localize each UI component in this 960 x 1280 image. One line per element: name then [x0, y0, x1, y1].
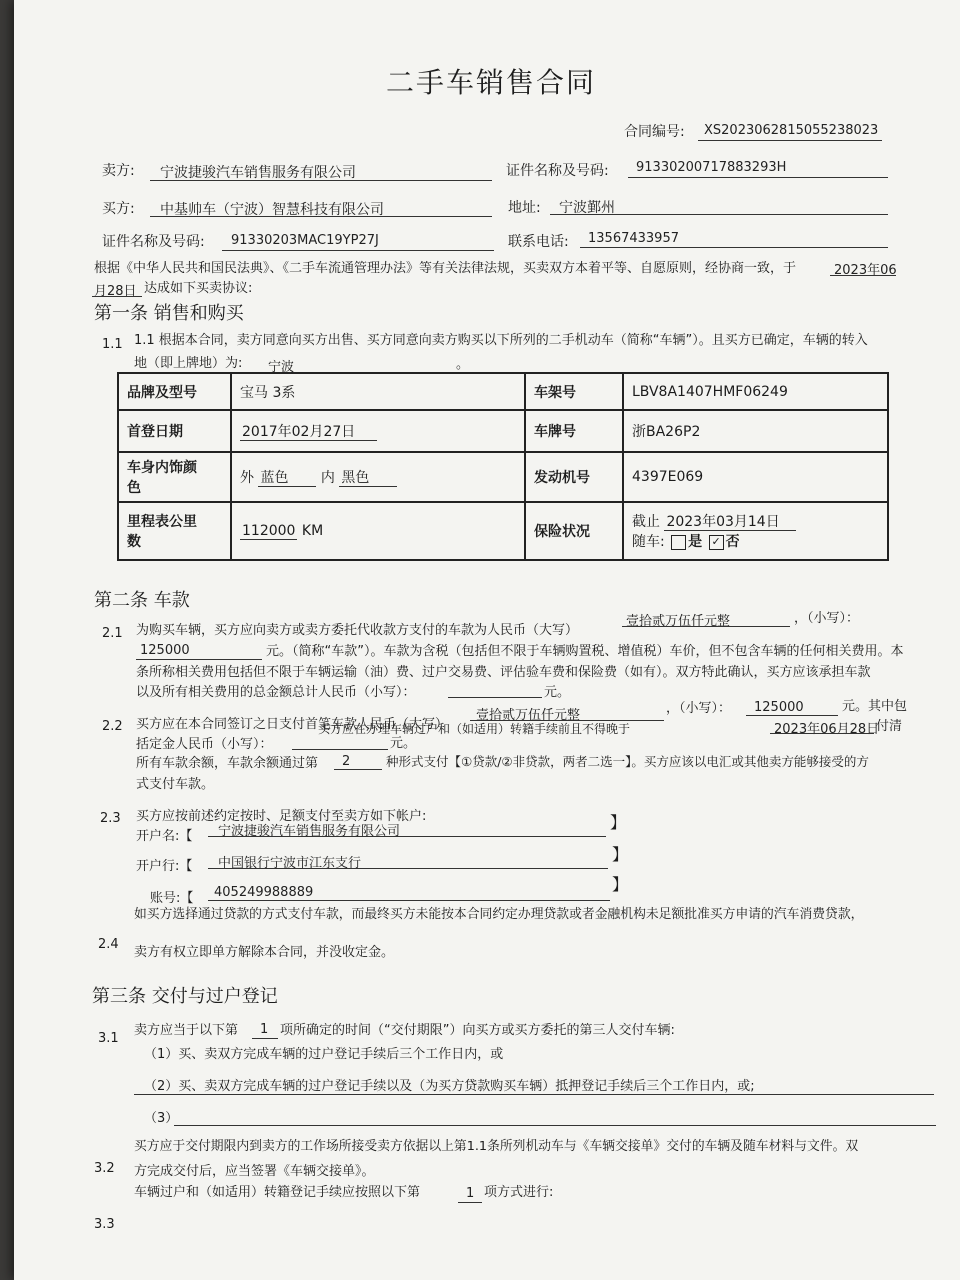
clause-number: 2.2 — [102, 719, 123, 734]
total-blank — [448, 697, 542, 698]
clause-3-3-a: 车辆过户和（如适用）转籍登记手续应按照以下第 — [134, 1185, 421, 1200]
clause-3-1-option-1: （1）买、卖双方完成车辆的过户登记手续后三个工作日内，或 — [144, 1047, 504, 1062]
preamble-date-a: 2023年06 — [834, 263, 897, 278]
insurance-label: 保险状况 — [525, 502, 623, 560]
account-name-label: 开户名:【 — [136, 829, 193, 844]
clause-2-4-a: 如买方选择通过贷款的方式支付车款，而最终买方未能按本合同约定办理贷款或者金融机构未足额批准买方申请的汽车消费贷款， — [134, 907, 864, 922]
clause-2-2-c: 元。其中包 — [842, 699, 908, 714]
brand-value: 宝马 3系 — [231, 373, 525, 410]
clause-3-1-b: 项所确定的时间（“交付期限”）向买方或买方委托的第三人交付车辆: — [280, 1023, 675, 1038]
mileage-value: 112000 — [242, 523, 296, 539]
clause-number: 2.4 — [98, 937, 119, 952]
underline — [150, 216, 492, 217]
underline — [550, 214, 888, 215]
buyer-id: 91330203MAC19YP27J — [231, 233, 379, 248]
underline — [458, 1202, 482, 1203]
underline — [580, 247, 888, 248]
brand-label: 品牌及型号 — [118, 373, 231, 410]
clause-2-2-b: ，（小写）： — [666, 701, 732, 716]
article-1-title: 第一条 销售和购买 — [94, 303, 244, 324]
ins-yes: 是 — [688, 534, 703, 550]
underline — [628, 177, 888, 178]
bracket-close: 】 — [612, 845, 629, 864]
clause-number: 3.2 — [94, 1161, 115, 1176]
underline — [334, 769, 382, 770]
vehicle-table — [117, 372, 889, 561]
vin-value: LBV8A1407HMF06249 — [623, 373, 888, 410]
clause-2-2-f: 括定金人民币（小写）： — [136, 737, 273, 752]
transfer-place: 宁波 — [268, 360, 295, 375]
account-no: 405249988889 — [214, 885, 314, 900]
clause-number: 3.1 — [98, 1031, 119, 1046]
clause-2-2-h: 所有车款余额，车款余额通过第 — [136, 756, 319, 771]
ins-until-label: 截止 — [632, 514, 660, 530]
underline — [92, 296, 142, 297]
clause-2-1-e: 以及所有相关费用的总金额总计人民币（小写）： — [136, 685, 416, 700]
ins-no: 否 — [725, 534, 740, 550]
underline — [698, 140, 882, 141]
clause-1-1-text-2: 地（即上牌地）为: — [134, 356, 243, 371]
color-label-a: 车身内饰颜 — [127, 460, 197, 476]
underline — [208, 900, 610, 901]
clause-number: 2.1 — [102, 626, 123, 641]
color-label-cell — [118, 452, 231, 502]
bracket-close: 】 — [612, 875, 629, 894]
reg-date-value: 2017年02月27日 — [240, 424, 377, 441]
underline — [746, 715, 838, 716]
period: 。 — [456, 357, 470, 372]
contract-no: XS2023062815055238023 — [704, 123, 879, 138]
clause-3-3-b: 项方式进行: — [484, 1185, 554, 1200]
preamble-date-b: 月28日 — [94, 284, 137, 299]
clause-2-2-a: 买方应在本合同签订之日支付首笔车款人民币（大写） — [136, 717, 449, 732]
color-cell — [231, 452, 525, 502]
ins-with-label: 随车: — [632, 534, 665, 550]
underline — [136, 659, 262, 660]
article-3-title: 第三条 交付与过户登记 — [92, 986, 278, 1007]
phone: 13567433957 — [588, 231, 679, 246]
bracket-close: 】 — [610, 813, 627, 832]
clause-3-2-b: 方完成交付后，应当签署《车辆交接单》。 — [134, 1164, 375, 1179]
clause-number: 2.3 — [100, 811, 121, 826]
clause-2-3-a: 买方应按前述约定按时、足额支付至卖方如下帐户: — [136, 809, 427, 824]
underline — [150, 180, 492, 181]
article-2-title: 第二条 车款 — [94, 590, 190, 611]
document-title: 二手车销售合同 — [386, 66, 597, 99]
underline — [622, 626, 790, 627]
seller-id: 91330200717883293H — [636, 160, 787, 175]
underline — [208, 868, 608, 869]
clause-2-1-d: 条所称相关费用包括但不限于车辆运输（油）费、过户交易费、评估验车费和保险费（如有）。双方特此确认，买方应该承担车款 — [136, 665, 871, 680]
payment-option: 2 — [342, 754, 351, 769]
clause-number: 1.1 — [102, 337, 123, 352]
mileage-unit: KM — [301, 523, 324, 539]
insurance-cell — [623, 502, 888, 560]
checkbox-no-checked[interactable] — [709, 535, 724, 550]
delivery-option: 1 — [260, 1022, 269, 1037]
mileage-label-a: 里程表公里 — [127, 514, 197, 530]
price-uppercase: 壹拾贰万伍仟元整 — [626, 614, 731, 629]
checkbox-yes[interactable] — [671, 535, 686, 550]
first-payment-lowercase: 125000 — [754, 700, 804, 715]
preamble-end: 达成如下买卖协议: — [144, 281, 253, 296]
ext-label: 外 — [240, 470, 254, 486]
clause-2-1-a: 为购买车辆，买方应向卖方或卖方委托代收款方支付的车款为人民币（大写） — [136, 623, 579, 638]
engine-value: 4397E069 — [623, 452, 888, 502]
account-bank-label: 开户行:【 — [136, 859, 193, 874]
underline — [174, 1125, 936, 1126]
clause-2-4-b: 卖方有权立即单方解除本合同，并没收定金。 — [134, 945, 395, 960]
clause-3-2-a: 买方应于交付期限内到卖方的工作场所接受卖方依据以上第1.1条所列机动车与《车辆交接单》交付的车辆及随车材料与文件。双 — [134, 1139, 859, 1154]
address-label: 地址: — [508, 200, 541, 216]
color-label-b: 色 — [127, 480, 141, 496]
seller-id-label: 证件名称及号码: — [506, 163, 609, 179]
underline — [252, 1038, 278, 1039]
clause-3-1-a: 卖方应当于以下第 — [134, 1023, 239, 1038]
transfer-option: 1 — [466, 1186, 475, 1201]
clause-2-2-j: 式支付车款。 — [136, 777, 215, 792]
clause-2-2-d: 买方应在办理车辆过户和（如适用）转籍手续前且不得晚于 — [318, 722, 631, 736]
clause-2-2-g: 元。 — [390, 736, 417, 751]
underline — [222, 250, 494, 251]
clause-3-1-option-2: （2）买、卖双方完成车辆的过户登记手续以及（为买方贷款购买车辆）抵押登记手续后三个工作日内，或; — [144, 1079, 755, 1094]
mileage-label-b: 数 — [127, 534, 141, 550]
first-payment-uppercase: 壹拾贰万伍仟元整 — [476, 708, 581, 723]
ins-until: 2023年03月14日 — [664, 514, 795, 531]
address: 宁波鄞州 — [559, 200, 615, 216]
phone-label: 联系电话: — [508, 234, 569, 250]
clause-number: 3.3 — [94, 1217, 115, 1232]
int-color: 黑色 — [339, 470, 397, 487]
plate-value: 浙BA26P2 — [623, 410, 888, 452]
payoff-date: 2023年06月28日 — [774, 722, 880, 737]
int-label: 内 — [320, 470, 335, 486]
contract-no-label: 合同编号: — [624, 124, 685, 140]
buyer-id-label: 证件名称及号码: — [102, 234, 205, 250]
engine-label: 发动机号 — [525, 452, 623, 502]
seller-name: 宁波捷骏汽车销售服务有限公司 — [160, 165, 356, 181]
ext-color: 蓝色 — [258, 470, 316, 487]
preamble-text: 根据《中华人民共和国民法典》、《二手车流通管理办法》等有关法律法规，买卖双方本着平等、自愿原则，经协商一致，于 — [94, 261, 797, 276]
account-bank: 中国银行宁波市江东支行 — [218, 856, 362, 871]
clause-2-1-f: 元。 — [544, 685, 571, 700]
underline — [830, 275, 896, 276]
price-lowercase: 125000 — [140, 643, 190, 658]
account-no-label: 账号:【 — [150, 891, 194, 906]
underline — [208, 836, 606, 837]
account-name: 宁波捷骏汽车销售服务有限公司 — [218, 824, 401, 839]
buyer-name: 中基帅车（宁波）智慧科技有限公司 — [160, 202, 384, 218]
clause-2-1-c: 元。（简称“车款”）。车款为含税（包括但不限于车辆购置税、增值税）车价，但不包含车辆的任何相关费用。本 — [266, 644, 904, 659]
seller-label: 卖方: — [102, 163, 135, 179]
contract-page — [14, 0, 960, 1280]
clause-2-2-i: 种形式支付【①贷款/②非贷款，两者二选一】。买方应该以电汇或其他卖方能够接受的方 — [386, 754, 869, 769]
clause-3-1-option-3: （3） — [144, 1111, 179, 1126]
deposit-blank — [292, 749, 388, 750]
underline — [770, 733, 874, 734]
vin-label: 车架号 — [525, 373, 623, 410]
underline — [134, 1094, 934, 1095]
reg-date-cell — [231, 410, 525, 452]
plate-label: 车牌号 — [525, 410, 623, 452]
clause-2-2-e: 付清 — [876, 719, 903, 734]
buyer-label: 买方: — [102, 201, 135, 217]
mileage-label-cell — [118, 502, 231, 560]
reg-date-label: 首登日期 — [118, 410, 231, 452]
clause-2-1-b: ，（小写）： — [794, 611, 860, 626]
mileage-cell — [231, 502, 525, 560]
clause-1-1-text: 1.1 根据本合同，卖方同意向买方出售、买方同意向卖方购买以下所列的二手机动车（简称“车辆”）。且买方已确定，车辆的转入 — [134, 333, 868, 348]
